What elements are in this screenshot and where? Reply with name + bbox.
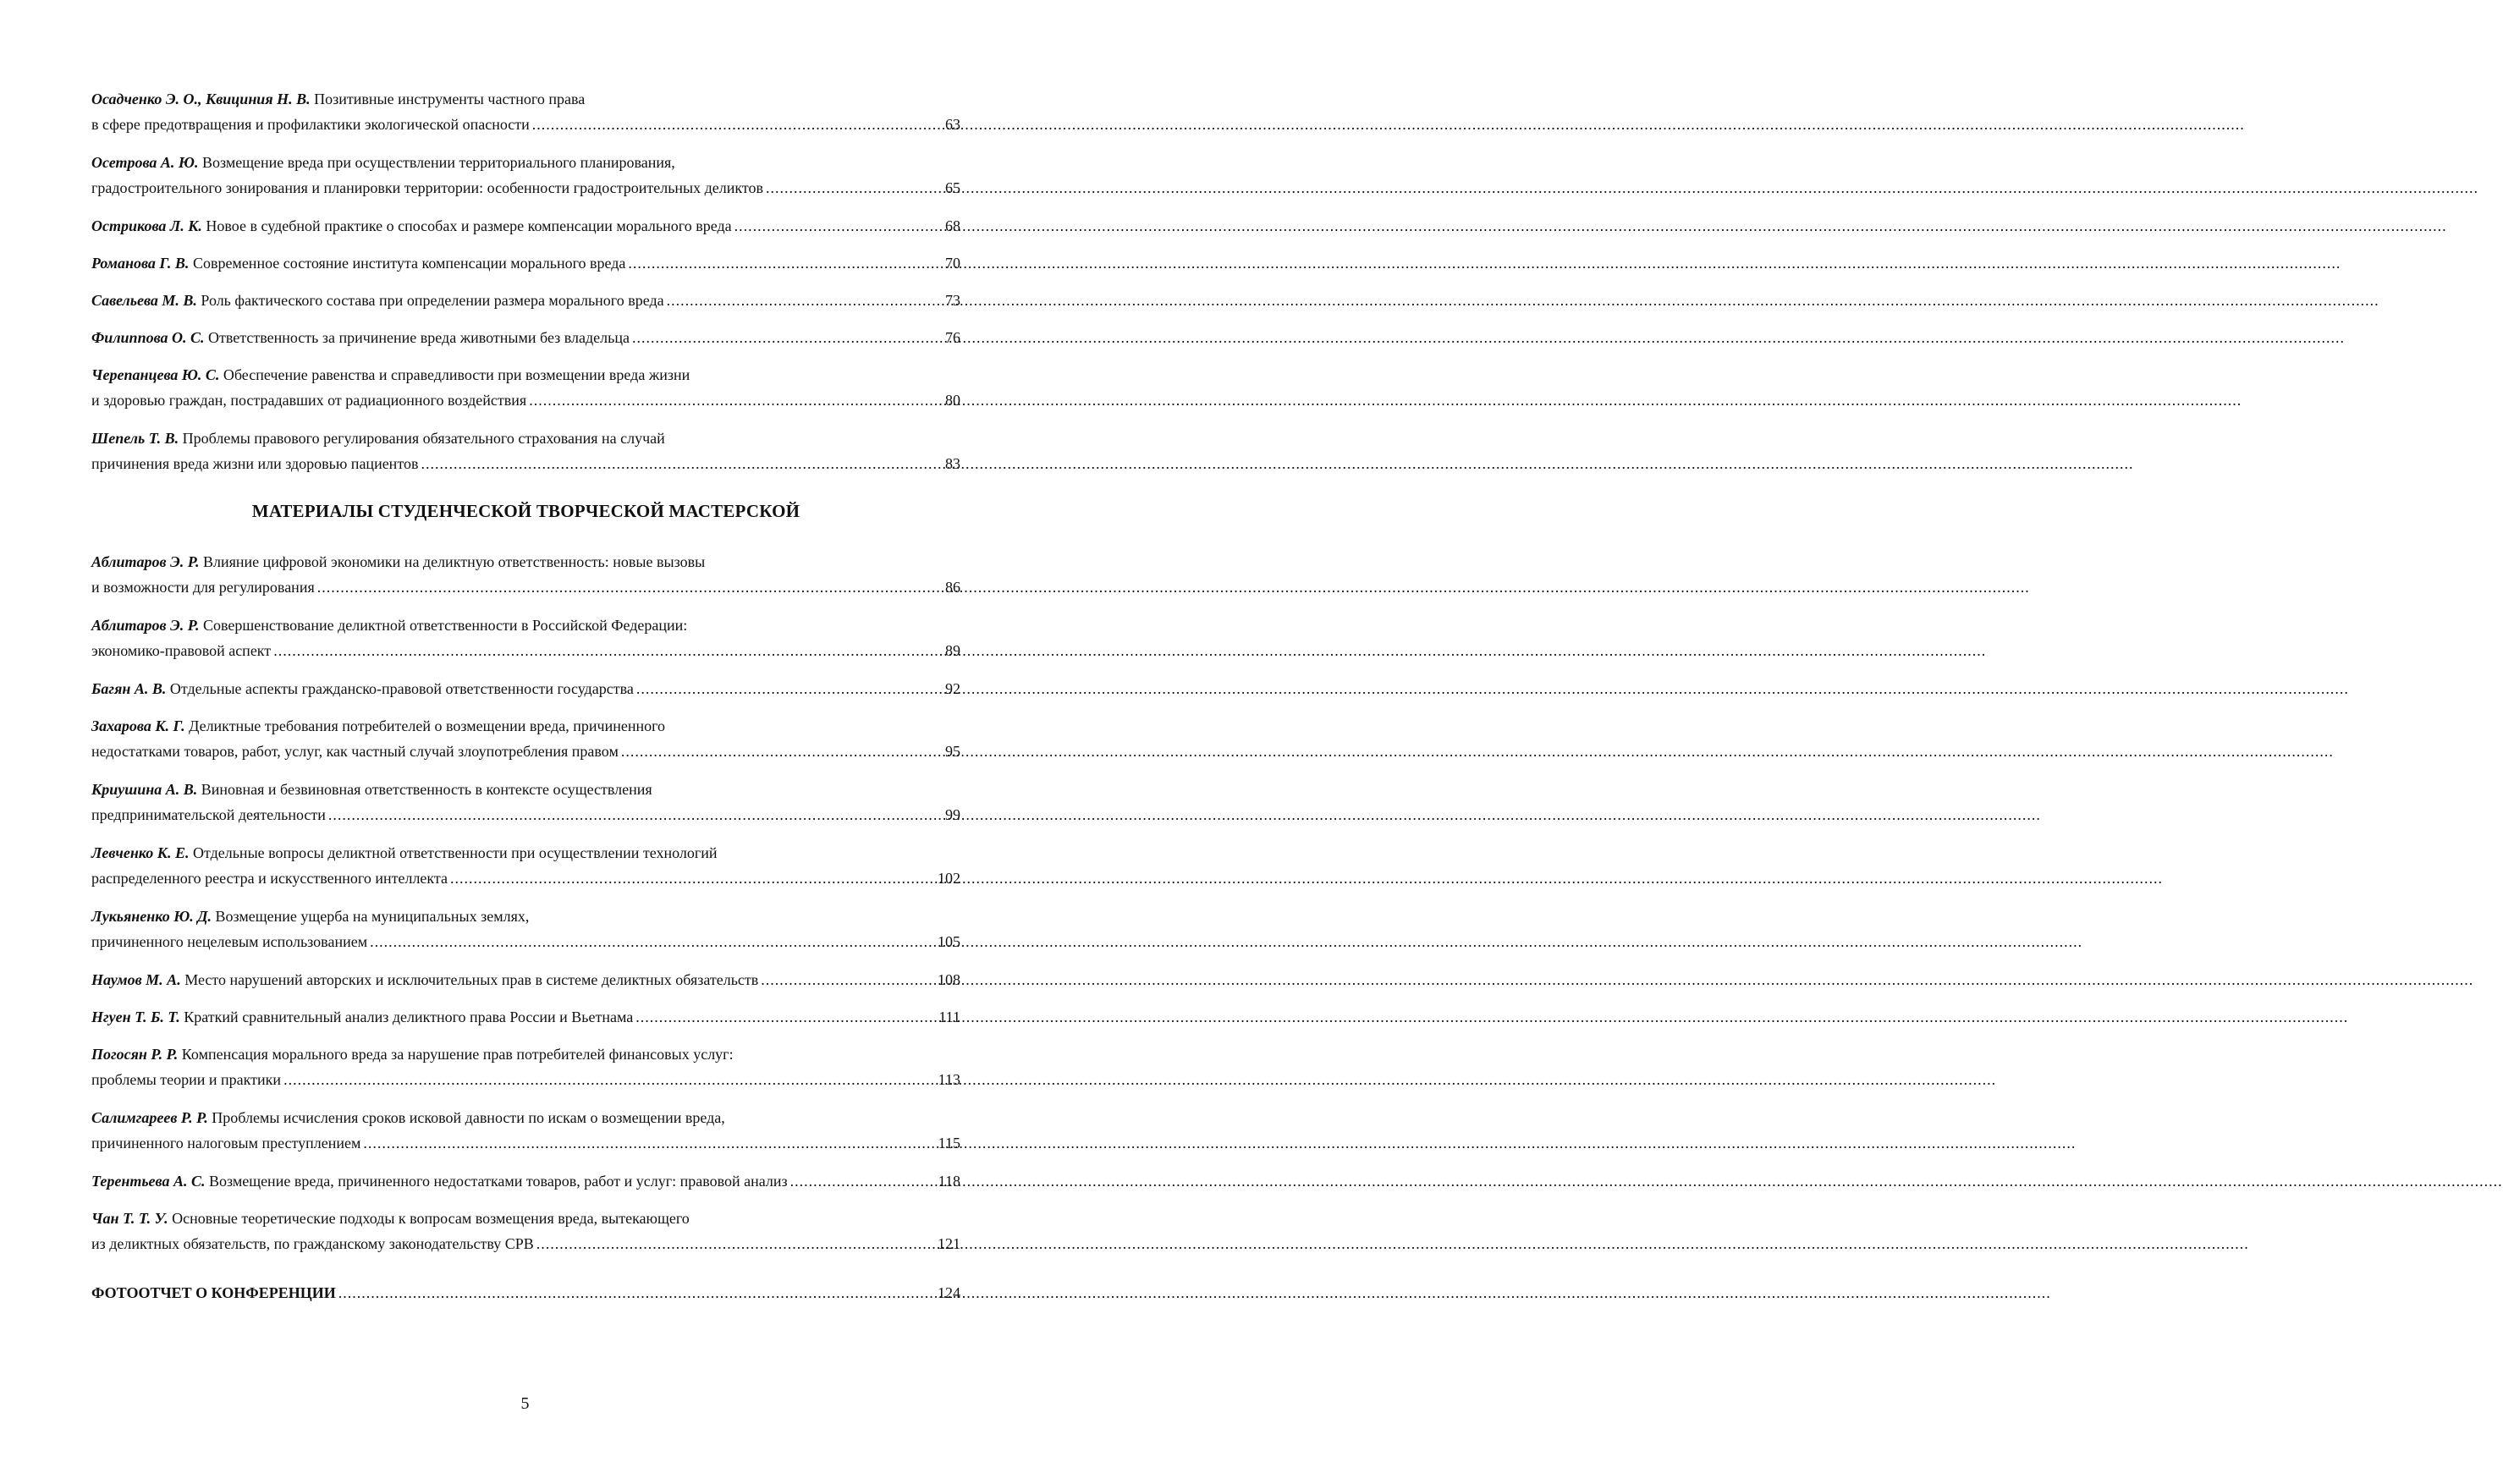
toc-entry[interactable]: [91, 362, 960, 413]
dot-leader: [529, 387, 943, 413]
toc-entry-title: Основные теоретические подходы к вопросам возмещения вреда, вытекающего: [172, 1210, 690, 1227]
toc-entry-title: Современное состояние института компенсации морального вреда: [192, 255, 626, 272]
dot-leader: [532, 112, 943, 137]
toc-page-number: 102: [938, 870, 960, 887]
toc-page-number: 86: [945, 579, 960, 596]
toc-entry-author: Салимгареев Р. Р.: [91, 1109, 208, 1126]
toc-entry-title-continued: и возможности для регулирования: [91, 579, 315, 596]
toc-entry-author: Лукьяненко Ю. Д.: [91, 908, 212, 925]
toc-entry-first-line: [91, 713, 960, 739]
dot-leader: [450, 866, 935, 891]
toc-entry-author: Нгуен Т. Б. Т.: [91, 1009, 180, 1025]
toc-entry-author: Багян А. В.: [91, 680, 167, 697]
toc-entry-second-line: [91, 574, 960, 600]
toc-entry[interactable]: [91, 250, 960, 276]
toc-entry-first-line: [91, 86, 960, 112]
toc-page-number: 111: [938, 1009, 960, 1025]
toc-entry-author: Аблитаров Э. Р.: [91, 553, 200, 570]
toc-entry-first-line: [91, 1206, 960, 1231]
dot-leader: [621, 739, 943, 764]
toc-page-number: 73: [945, 292, 960, 309]
toc-page-number: 89: [945, 642, 960, 659]
toc-entry-title-continued: экономико-правовой аспект: [91, 642, 272, 659]
toc-entry-second-line: [91, 1231, 960, 1256]
toc-entry-second-line: [91, 638, 960, 663]
dot-leader: [628, 250, 943, 276]
toc-entry-label: ФОТООТЧЕТ О КОНФЕРЕНЦИИ: [91, 1284, 336, 1301]
toc-entry-title-continued: и здоровью граждан, пострадавших от радиационного воздействия: [91, 392, 527, 409]
toc-entry-title: Отдельные вопросы деликтной ответственности при осуществлении технологий: [192, 844, 718, 861]
toc-entry-title: Роль фактического состава при определении размера морального вреда: [201, 292, 664, 309]
toc-entry-first-line: [91, 1168, 960, 1194]
section-heading: МАТЕРИАЛЫ СТУДЕНЧЕСКОЙ ТВОРЧЕСКОЙ МАСТЕРСКОЙ: [251, 501, 800, 521]
dot-leader: [761, 967, 935, 992]
toc-entry-title-continued: из деликтных обязательств, по гражданскому законодательству СРВ: [91, 1235, 534, 1252]
toc-entry[interactable]: [91, 904, 960, 954]
toc-entry-first-line: [91, 840, 960, 866]
toc-page-number: 68: [945, 217, 960, 234]
toc-entry-first-line: [91, 549, 960, 574]
toc-entry[interactable]: [91, 86, 960, 137]
toc-entry-title: Краткий сравнительный анализ деликтного права России и Вьетнама: [184, 1009, 634, 1025]
dot-leader: [536, 1231, 935, 1256]
toc-page-number: 76: [945, 329, 960, 346]
toc-entry-author: Чан Т. Т. У.: [91, 1210, 168, 1227]
dot-leader: [283, 1067, 936, 1092]
toc-page-number: 105: [938, 933, 960, 950]
toc-entry-first-line: [91, 904, 960, 929]
toc-entry[interactable]: [91, 1168, 960, 1194]
dot-leader: [636, 676, 943, 701]
toc-page-number: 118: [938, 1173, 960, 1190]
toc-entry-first-line: [91, 288, 960, 313]
toc-entry-first-line: [91, 426, 960, 451]
dot-leader: [273, 638, 943, 663]
toc-entry-title: Возмещение ущерба на муниципальных землях,: [215, 908, 530, 925]
toc-entry-title-continued: причинения вреда жизни или здоровью пациентов: [91, 455, 419, 472]
toc-entry-author: Романова Г. В.: [91, 255, 190, 272]
toc-entry[interactable]: [91, 676, 960, 701]
toc-entry[interactable]: [91, 426, 960, 476]
toc-entry-author: Погосян Р. Р.: [91, 1046, 179, 1063]
toc-entry-title: Возмещение вреда, причиненного недостатками товаров, работ и услуг: правовой анализ: [208, 1173, 788, 1190]
toc-entry[interactable]: [91, 549, 960, 600]
toc-entry[interactable]: [91, 325, 960, 350]
toc-entry[interactable]: [91, 840, 960, 891]
toc-entry-title-continued: в сфере предотвращения и профилактики экологической опасности: [91, 116, 530, 133]
toc-entry-first-line: [91, 777, 960, 802]
toc-entry-title: Компенсация морального вреда за нарушение прав потребителей финансовых услуг:: [181, 1046, 734, 1063]
toc-entry-title: Возмещение вреда при осуществлении территориального планирования,: [201, 154, 675, 171]
toc-entry-second-line: [91, 929, 960, 954]
toc-page-number: 70: [945, 255, 960, 272]
dot-leader: [766, 175, 943, 201]
toc-entry[interactable]: [91, 1042, 960, 1092]
toc-entry-title: Позитивные инструменты частного права: [314, 91, 586, 107]
toc-entry[interactable]: [91, 1105, 960, 1156]
toc-entry-first-line: [91, 213, 960, 239]
toc-entry-second-line: [91, 175, 960, 201]
toc-page: [91, 86, 960, 1305]
dot-leader: [635, 1004, 936, 1030]
dot-leader: [317, 574, 943, 600]
toc-entry-author: Захарова К. Г.: [91, 717, 185, 734]
toc-entry-title: Проблемы правового регулирования обязательного страхования на случай: [182, 430, 665, 447]
toc-entry-second-line: [91, 451, 960, 476]
toc-entry-second-line: [91, 866, 960, 891]
toc-page-number: 124: [938, 1284, 960, 1301]
toc-entry-first-line: [91, 1004, 960, 1030]
toc-entry-title: Обеспечение равенства и справедливости при возмещении вреда жизни: [223, 366, 690, 383]
toc-page-number: 113: [938, 1071, 960, 1088]
toc-entry[interactable]: [91, 150, 960, 201]
toc-page-number: 95: [945, 743, 960, 760]
dot-leader: [363, 1130, 935, 1156]
toc-entry-first-line: [91, 1105, 960, 1130]
toc-page-number: 115: [938, 1135, 960, 1151]
dot-leader: [734, 213, 943, 239]
toc-section-student: [91, 549, 960, 1256]
toc-entry[interactable]: [91, 1206, 960, 1256]
toc-entry-second-line: [91, 1130, 960, 1156]
toc-entry-author: Аблитаров Э. Р.: [91, 617, 200, 634]
toc-entry-title: Ответственность за причинение вреда животными без владельца: [208, 329, 630, 346]
toc-entry-title: Проблемы исчисления сроков исковой давности по искам о возмещении вреда,: [212, 1109, 725, 1126]
toc-entry-second-line: [91, 1067, 960, 1092]
toc-entry-first-line: [91, 150, 960, 175]
toc-entry-author: Терентьева А. С.: [91, 1173, 206, 1190]
toc-entry-first-line: [91, 676, 960, 701]
toc-entry[interactable]: [91, 967, 960, 992]
toc-entry-title-continued: распределенного реестра и искусственного интеллекта: [91, 870, 448, 887]
toc-entry-title-continued: причиненного нецелевым использованием: [91, 933, 368, 950]
toc-entry-title: Совершенствование деликтной ответственности в Российской Федерации:: [202, 617, 688, 634]
toc-entry[interactable]: [91, 713, 960, 764]
toc-entry-title-continued: проблемы теории и практики: [91, 1071, 282, 1088]
toc-entry[interactable]: [91, 288, 960, 313]
dot-leader: [790, 1168, 936, 1194]
toc-entry-title: Влияние цифровой экономики на деликтную ответственность: новые вызовы: [202, 553, 706, 570]
toc-entry-second-line: [91, 739, 960, 764]
toc-entry[interactable]: [91, 613, 960, 663]
toc-page-number: 99: [945, 806, 960, 823]
toc-entry-author: Филиппова О. С.: [91, 329, 205, 346]
toc-section-main: [91, 86, 960, 476]
toc-entry-title-continued: недостатками товаров, работ, услуг, как частный случай злоупотребления правом: [91, 743, 619, 760]
dot-leader: [338, 1280, 935, 1305]
toc-entry-title-continued: причиненного налоговым преступлением: [91, 1135, 361, 1151]
footer-page-number: 5: [520, 1394, 530, 1413]
toc-entry-author: Осетрова А. Ю.: [91, 154, 199, 171]
toc-entry-first-line: [91, 325, 960, 350]
toc-entry-first-line: [91, 1042, 960, 1067]
dot-leader: [370, 929, 935, 954]
toc-entry-author: Шепель Т. В.: [91, 430, 179, 447]
toc-entry-first-line: [91, 362, 960, 387]
toc-entry-author: Левченко К. Е.: [91, 844, 190, 861]
toc-entry-author: Наумов М. А.: [91, 971, 181, 988]
toc-entry-first-line: [91, 250, 960, 276]
toc-entry-title: Место нарушений авторских и исключительных прав в системе деликтных обязательств: [184, 971, 759, 988]
toc-entry-second-line: [91, 387, 960, 413]
toc-entry-second-line: [91, 802, 960, 827]
dot-leader: [328, 802, 943, 827]
toc-entry-first-line: [91, 613, 960, 638]
toc-entry-author: Острикова Л. К.: [91, 217, 202, 234]
toc-page-number: 121: [938, 1235, 960, 1252]
toc-entry-author: Криушина А. В.: [91, 781, 198, 798]
toc-entry-author: Савельева М. В.: [91, 292, 197, 309]
toc-entry-title: Новое в судебной практике о способах и размере компенсации морального вреда: [206, 217, 732, 234]
toc-entry-title: Отдельные аспекты гражданско-правовой ответственности государства: [169, 680, 634, 697]
toc-entry[interactable]: [91, 777, 960, 827]
toc-page-number: 63: [945, 116, 960, 133]
dot-leader: [667, 288, 943, 313]
toc-page-number: 65: [945, 179, 960, 196]
toc-entry-title: Виновная и безвиновная ответственность в контексте осуществления: [201, 781, 652, 798]
toc-entry-second-line: [91, 112, 960, 137]
toc-entry-author: Осадченко Э. О., Квициния Н. В.: [91, 91, 311, 107]
toc-entry-first-line: [91, 967, 960, 992]
toc-entry-title-continued: градостроительного зонирования и планировки территории: особенности градостроительных деликтов: [91, 179, 764, 196]
toc-page-number: 83: [945, 455, 960, 472]
toc-entry[interactable]: [91, 213, 960, 239]
toc-entry-title-continued: предпринимательской деятельности: [91, 806, 326, 823]
toc-page-number: 80: [945, 392, 960, 409]
toc-entry-photo-report[interactable]: [91, 1280, 960, 1305]
dot-leader: [421, 451, 943, 476]
toc-entry-author: Черепанцева Ю. С.: [91, 366, 220, 383]
toc-page-number: 92: [945, 680, 960, 697]
toc-entry[interactable]: [91, 1004, 960, 1030]
toc-entry-title: Деликтные требования потребителей о возмещении вреда, причиненного: [189, 717, 666, 734]
dot-leader: [632, 325, 943, 350]
toc-page-number: 108: [938, 971, 960, 988]
